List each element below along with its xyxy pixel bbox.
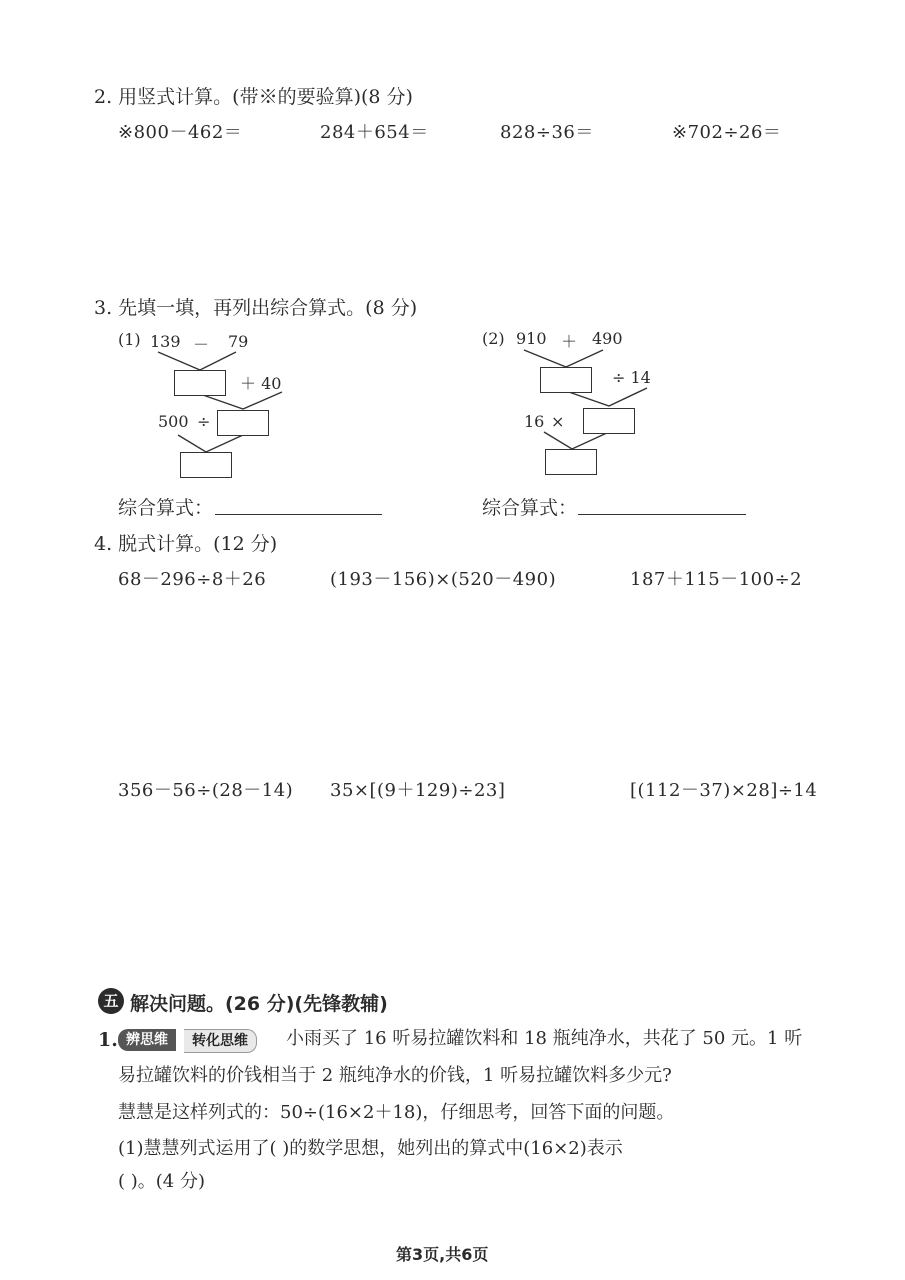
q3-tree-1-num-c: 500 [158, 412, 189, 431]
q4-expr-4: 356－56÷(28－14) [118, 780, 294, 801]
q3-tree-2-op1: ＋ [561, 332, 578, 351]
q2-item-3: 828÷36＝ [500, 122, 594, 143]
q3-tree-2-op3: × [551, 412, 565, 431]
q2-item-2: 284＋654＝ [320, 122, 429, 143]
s5-q1-line-5: ( )。(4 分) [118, 1171, 205, 1192]
s5-q1-number: 1. [98, 1029, 118, 1051]
q4-title: 4. 脱式计算。(12 分) [94, 533, 278, 555]
q2-item-4: ※702÷26＝ [672, 122, 782, 143]
q3-tree-1-op1: － [193, 335, 210, 354]
q3-tree-1-op2: ＋ 40 [240, 374, 282, 393]
s5-q1-line-1: 小雨买了 16 听易拉罐饮料和 18 瓶纯净水，共花了 50 元。1 听 [286, 1028, 803, 1049]
q3-tree-1-num-b: 79 [228, 332, 249, 351]
q4-expr-2: (193－156)×(520－490) [330, 569, 557, 590]
q3-tree-2-op2: ÷ 14 [612, 368, 651, 387]
q3-title: 3. 先填一填，再列出综合算式。(8 分) [94, 297, 418, 319]
tag-zhuanhua-siwei: 转化思维 [184, 1029, 257, 1053]
tag-bian-siwei: 辨思维 [118, 1029, 176, 1051]
q3-tree-1-label: (1) [118, 330, 141, 349]
q3-tree-2-num-a: 910 [516, 329, 547, 348]
q3-tree-1-num-a: 139 [150, 332, 181, 351]
q3-tree-2-box-1[interactable] [540, 367, 592, 393]
q4-expr-6: [(112－37)×28]÷14 [630, 780, 818, 801]
q3-tree-2-num-b: 490 [592, 329, 623, 348]
q4-expr-5: 35×[(9＋129)÷23] [330, 780, 506, 801]
q3-tree-2-box-3[interactable] [545, 449, 597, 475]
s5-q1-line-3: 慧慧是这样列式的：50÷(16×2＋18)，仔细思考，回答下面的问题。 [118, 1102, 675, 1123]
page-number: 第3页,共6页 [396, 1245, 489, 1264]
q3-tree-2-label: (2) [482, 329, 505, 348]
q4-expr-1: 68－296÷8＋26 [118, 569, 267, 590]
section-badge: 五 [98, 988, 124, 1014]
q2-item-1: ※800－462＝ [118, 122, 243, 143]
section-title: 解决问题。(26 分)(先锋教辅) [130, 993, 388, 1015]
q4-expr-3: 187＋115－100÷2 [630, 569, 803, 590]
q3-formula-blank-1[interactable] [215, 514, 382, 515]
s5-q1-line-2: 易拉罐饮料的价钱相当于 2 瓶纯净水的价钱，1 听易拉罐饮料多少元? [118, 1065, 672, 1086]
q3-formula-label-1: 综合算式： [118, 497, 214, 519]
q3-tree-1-op3: ÷ [197, 412, 211, 431]
q3-formula-blank-2[interactable] [578, 514, 746, 515]
q3-formula-label-2: 综合算式： [482, 497, 578, 519]
q2-title: 2. 用竖式计算。(带※的要验算)(8 分) [94, 86, 413, 108]
s5-q1-line-4: (1)慧慧列式运用了( )的数学思想，她列出的算式中(16×2)表示 [118, 1138, 623, 1159]
q3-tree-2-num-c: 16 [524, 412, 545, 431]
q3-tree-2-box-2[interactable] [583, 408, 635, 434]
